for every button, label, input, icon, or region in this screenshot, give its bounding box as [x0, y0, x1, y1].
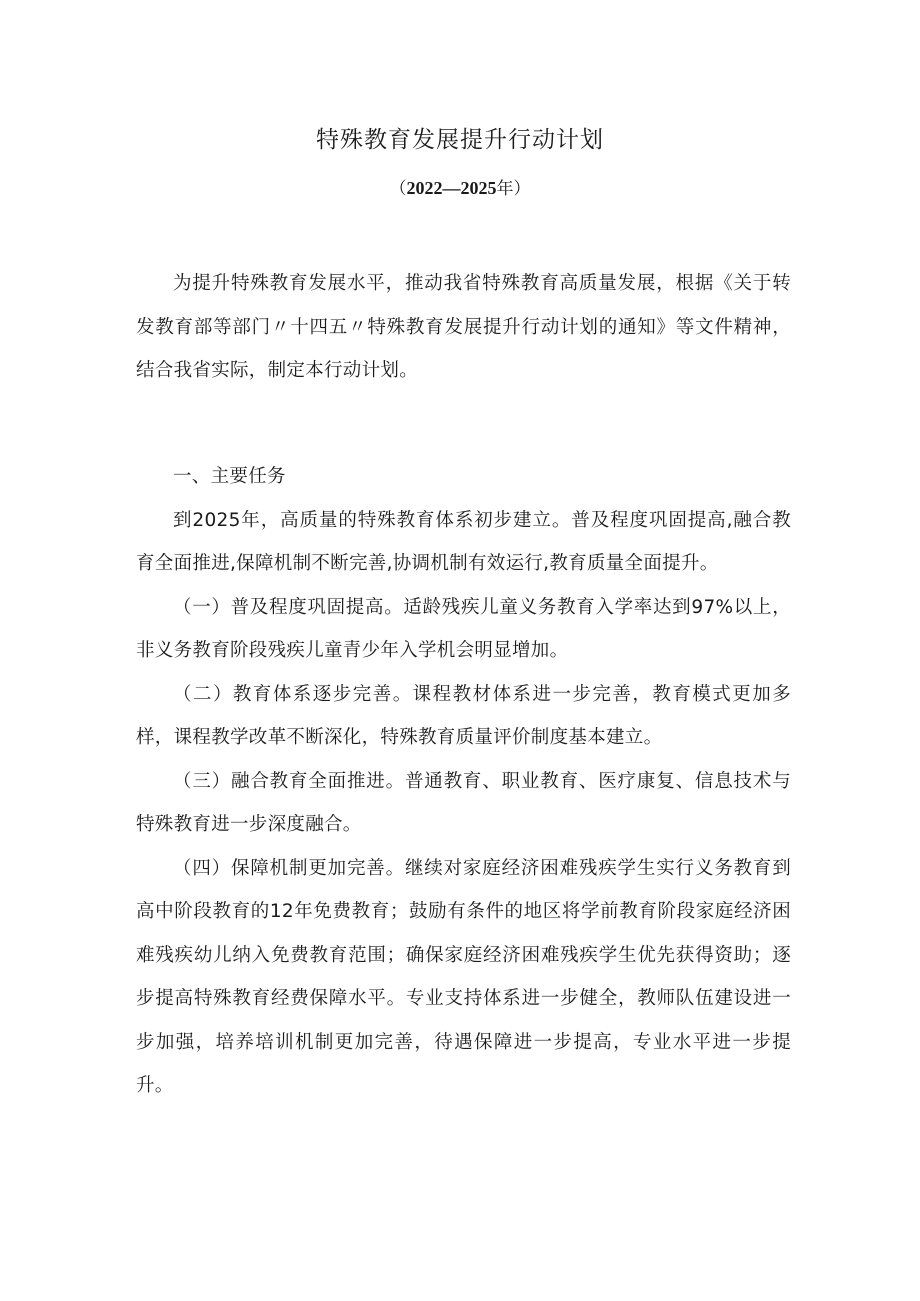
subtitle-open-paren: （	[389, 179, 407, 199]
intro-paragraph: 为提升特殊教育发展水平，推动我省特殊教育高质量发展，根据《关于转发教育部等部门〃十四五〃特殊教育发展提升行动计划的通知》等文件精神，结合我省实际，制定本行动计划。	[136, 273, 791, 381]
section-heading: 一、主要任务	[173, 466, 286, 487]
task-item-2: （二）教育体系逐步完善。课程教材体系进一步完善，教育模式更加多样，课程教学改革不断深化，特殊教育质量评价制度基本建立。	[136, 683, 791, 748]
subtitle-close: 年）	[496, 179, 531, 199]
section-main-tasks	[136, 455, 791, 1108]
document-title: 特殊教育发展提升行动计划	[316, 127, 604, 153]
section-summary: 到2025年，高质量的特殊教育体系初步建立。普及程度巩固提高,融合教育全面推进,保障机制不断完善,协调机制有效运行,教育质量全面提升。	[136, 509, 791, 574]
subtitle-years: 2022—2025	[406, 178, 497, 198]
task-item-4: （四）保障机制更加完善。继续对家庭经济困难残疾学生实行义务教育到高中阶段教育的12年免费教育；鼓励有条件的地区将学前教育阶段家庭经济困难残疾幼儿纳入免费教育范围；确保家庭经济困难残疾学生优先获得资助；逐步提高特殊教育经费保障水平。专业支持体系进一步健全，教师队伍建设进一步加强，培养培训机制更加完善，待遇保障进一步提高，专业水平进一步提升。	[136, 857, 791, 1096]
document-subtitle	[0, 175, 920, 202]
intro-block	[136, 262, 791, 393]
task-item-3: （三）融合教育全面推进。普通教育、职业教育、医疗康复、信息技术与特殊教育进一步深度融合。	[136, 770, 791, 835]
task-item-1: （一）普及程度巩固提高。适龄残疾儿童义务教育入学率达到97%以上，非义务教育阶段残疾儿童青少年入学机会明显增加。	[136, 596, 791, 661]
